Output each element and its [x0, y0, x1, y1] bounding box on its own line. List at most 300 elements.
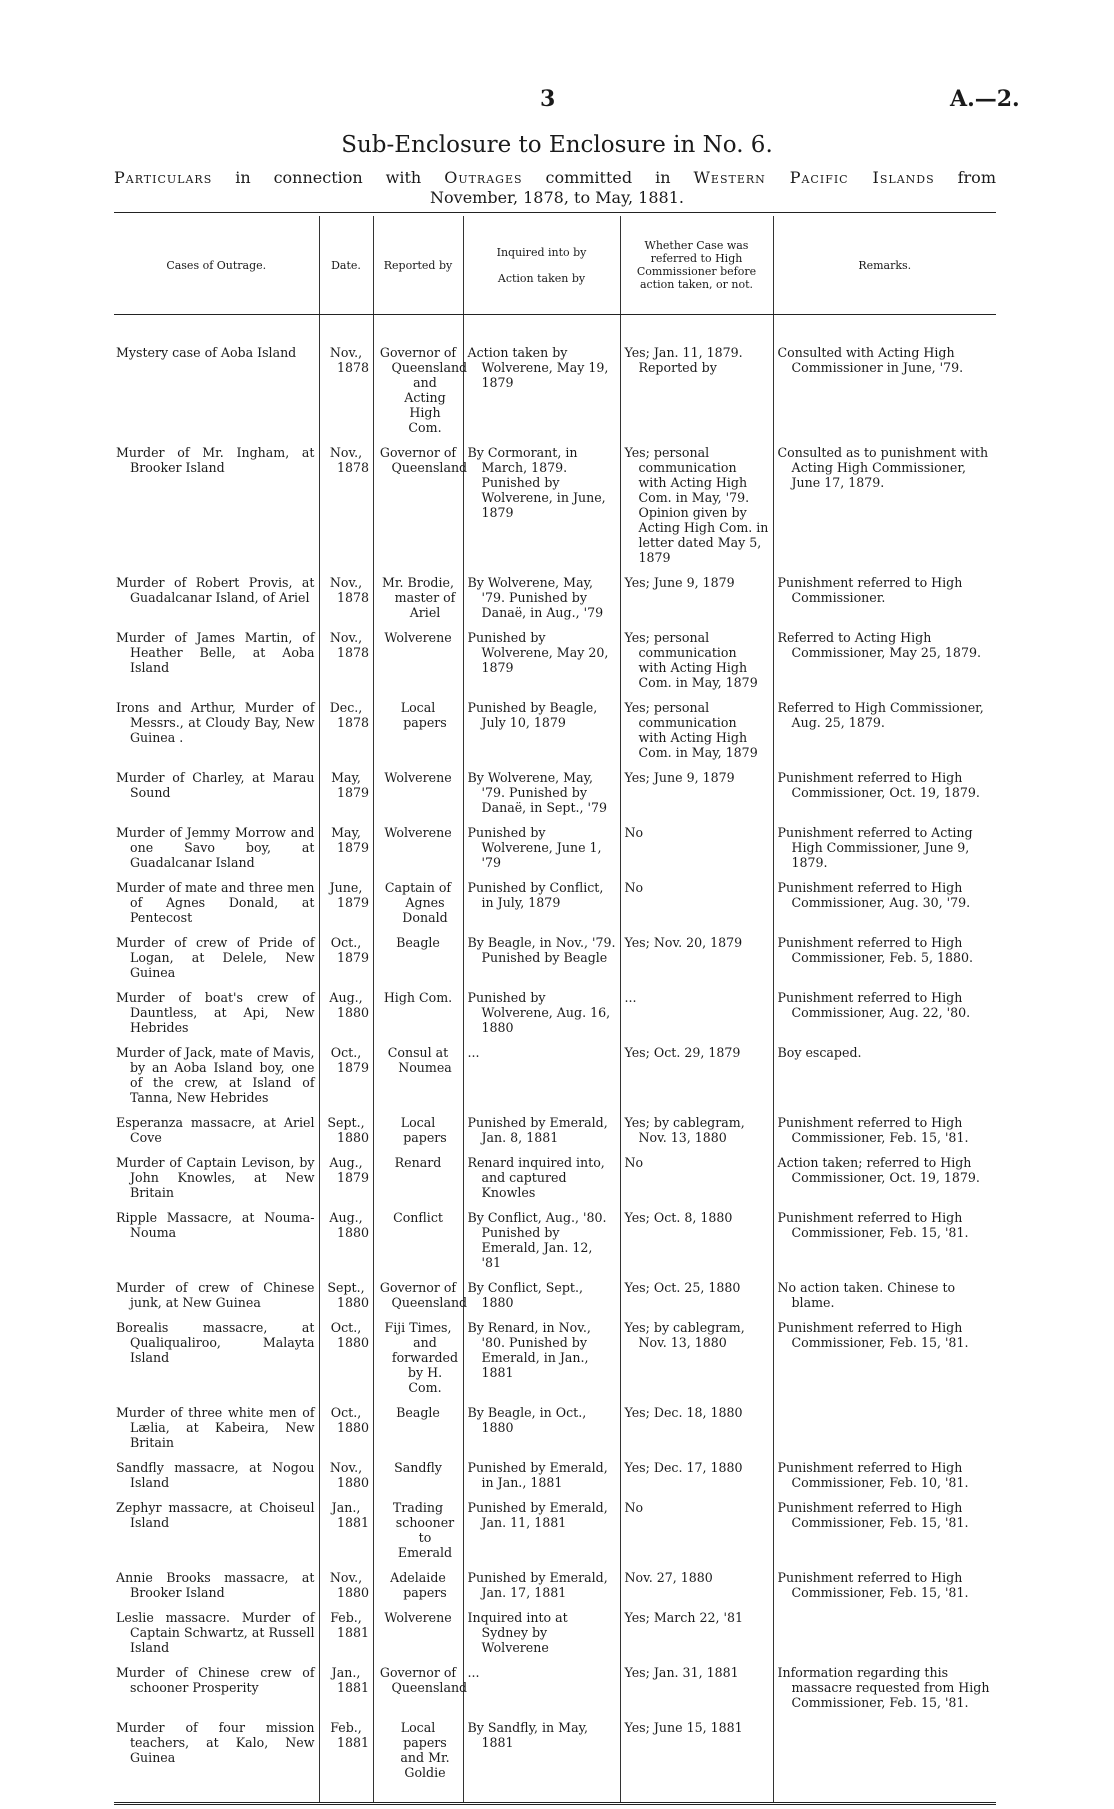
subtitle-part: in connection with: [235, 168, 422, 187]
cell-action-taken-text: Punished by Emerald, in Jan., 1881: [467, 1460, 608, 1490]
cell-reported-by-text: Wolverene: [384, 770, 452, 785]
subtitle-part: committed in: [545, 168, 671, 187]
cell-remarks-text: Information regarding this massacre requested from High Commissioner, Feb. 15, '81.: [777, 1665, 990, 1710]
cell-action-taken: [463, 630, 620, 700]
cell-action-taken: [463, 315, 620, 446]
cell-case: [114, 1155, 319, 1210]
cell-referred-text: Yes; personal communication with Acting High Com. in May, 1879: [624, 700, 758, 760]
table-row: [114, 1665, 996, 1720]
cell-referred-text: Yes; June 9, 1879: [624, 575, 735, 590]
cell-reported-by: [373, 1610, 463, 1665]
cell-remarks-text: Referred to Acting High Commissioner, May 25, 1879.: [777, 630, 981, 660]
cell-reported-by: [373, 1720, 463, 1802]
cell-case-text: Murder of Mr. Ingham, at Brooker Island: [116, 445, 315, 475]
cell-date-text: Oct., 1880: [330, 1405, 370, 1435]
cell-case: [114, 935, 319, 990]
cell-action-taken-text: Action taken by Wolverene, May 19, 1879: [467, 345, 609, 390]
cell-date: [319, 575, 373, 630]
table-row: [114, 825, 996, 880]
cell-reported-by: [373, 935, 463, 990]
cell-remarks-text: Consulted as to punishment with Acting High Commissioner, June 17, 1879.: [777, 445, 989, 490]
cell-date-text: Oct., 1879: [330, 935, 370, 965]
cell-remarks: [773, 1405, 996, 1460]
cell-case-text: Murder of Jack, mate of Mavis, by an Aoba Island boy, one of the crew, at Island of Tanna, New Hebrides: [116, 1045, 315, 1105]
cell-action-taken-text: ...: [467, 1045, 480, 1060]
cell-case: [114, 1720, 319, 1802]
cell-remarks-text: Punishment referred to High Commissioner, Feb. 15, '81.: [777, 1210, 969, 1240]
subtitle-date-range: November, 1878, to May, 1881.: [430, 188, 684, 207]
cell-reported-by-text: Wolverene: [384, 825, 452, 840]
subtitle-part: from: [957, 168, 996, 187]
cell-case: [114, 1500, 319, 1570]
cell-remarks: [773, 1155, 996, 1210]
cell-referred: [620, 880, 773, 935]
cell-case: [114, 1665, 319, 1720]
table-row: [114, 1500, 996, 1570]
cell-remarks-text: Punishment referred to High Commissioner, Aug. 22, '80.: [777, 990, 971, 1020]
cell-action-taken-text: Punished by Emerald, Jan. 17, 1881: [467, 1570, 608, 1600]
table-row: [114, 575, 996, 630]
cell-case: [114, 880, 319, 935]
cell-date: [319, 880, 373, 935]
table-header-row: [114, 216, 996, 315]
cell-case: [114, 315, 319, 446]
cell-remarks-text: Punishment referred to Acting High Commissioner, June 9, 1879.: [777, 825, 973, 870]
cell-date: [319, 315, 373, 446]
cell-reported-by-text: Local papers and Mr. Goldie: [400, 1720, 450, 1780]
cell-action-taken-text: Punished by Emerald, Jan. 11, 1881: [467, 1500, 608, 1530]
cell-referred: [620, 1210, 773, 1280]
cell-remarks: [773, 1500, 996, 1570]
cell-action-taken: [463, 825, 620, 880]
cell-action-taken: [463, 1500, 620, 1570]
cell-case-text: Murder of four mission teachers, at Kalo, New Guinea: [116, 1720, 315, 1765]
cell-date: [319, 1210, 373, 1280]
cell-case-text: Murder of boat's crew of Dauntless, at Api, New Hebrides: [116, 990, 315, 1035]
cell-remarks: [773, 700, 996, 770]
cell-date-text: Nov., 1880: [329, 1570, 370, 1600]
cell-remarks: [773, 315, 996, 446]
cell-date: [319, 1405, 373, 1460]
cell-case: [114, 1280, 319, 1320]
cell-date: [319, 1045, 373, 1115]
cell-remarks: [773, 1115, 996, 1155]
cell-reported-by: [373, 1665, 468, 1720]
cell-referred-text: Yes; June 15, 1881: [624, 1720, 743, 1735]
col-header-case: Cases of Outrage.: [114, 216, 319, 315]
cell-remarks-text: Referred to High Commissioner, Aug. 25, 1879.: [777, 700, 984, 730]
cell-action-taken-text: By Conflict, Sept., 1880: [467, 1280, 583, 1310]
cell-remarks: [773, 1320, 996, 1405]
cell-referred: [620, 1155, 773, 1210]
cell-referred-text: ...: [624, 990, 637, 1005]
cell-date-text: May, 1879: [331, 825, 370, 855]
col-header-whether: Whether Case was referred to High Commissioner before action taken, or not.: [620, 216, 773, 315]
cell-date-text: Aug., 1879: [329, 1155, 370, 1185]
cell-remarks: [773, 990, 996, 1045]
subtitle: [114, 168, 996, 188]
cell-action-taken: [463, 1155, 620, 1210]
cell-referred: [620, 1115, 773, 1155]
cell-date: [319, 700, 373, 770]
cell-case-text: Borealis massacre, at Qualiqualiroo, Malayta Island: [116, 1320, 315, 1365]
cell-case-text: Murder of James Martin, of Heather Belle, at Aoba Island: [116, 630, 315, 675]
cell-action-taken-text: By Beagle, in Nov., '79. Punished by Beagle: [467, 935, 616, 965]
cell-date: [319, 1460, 373, 1500]
cell-reported-by-text: Captain of Agnes Donald: [384, 880, 452, 925]
cell-referred: [620, 445, 773, 575]
cell-action-taken: [463, 1570, 620, 1610]
table-row: [114, 1280, 996, 1320]
cell-remarks-text: Action taken; referred to High Commissioner, Oct. 19, 1879.: [777, 1155, 980, 1185]
cell-referred-text: Yes; March 22, '81: [624, 1610, 743, 1625]
cell-reported-by-text: Governor of Queensland: [379, 1665, 468, 1695]
cell-action-taken-text: Punished by Beagle, July 10, 1879: [467, 700, 598, 730]
cell-remarks-text: Punishment referred to High Commissioner, Feb. 15, '81.: [777, 1500, 969, 1530]
cell-action-taken-text: ...: [467, 1665, 480, 1680]
cell-referred: [620, 1665, 773, 1720]
cell-reported-by: [373, 1570, 463, 1610]
cell-date-text: Jan., 1881: [331, 1500, 370, 1530]
cell-action-taken-text: By Cormorant, in March, 1879. Punished by Wolverene, in June, 1879: [467, 445, 606, 520]
cell-referred-text: Yes; Dec. 17, 1880: [624, 1460, 743, 1475]
cell-reported-by: [373, 1115, 463, 1155]
cell-referred-text: Yes; personal communication with Acting High Com. in May, '79. Opinion given by Acting High Com. in letter dated May 5, 1879: [624, 445, 769, 565]
cell-referred-text: Yes; June 9, 1879: [624, 770, 735, 785]
cell-remarks: [773, 935, 996, 990]
cell-action-taken-text: Punished by Emerald, Jan. 8, 1881: [467, 1115, 608, 1145]
cell-case-text: Murder of three white men of Lælia, at Kabeira, New Britain: [116, 1405, 315, 1450]
cell-case: [114, 630, 319, 700]
cell-reported-by-text: Adelaide papers: [390, 1570, 447, 1600]
cell-remarks-text: Punishment referred to High Commissioner, Feb. 10, '81.: [777, 1460, 969, 1490]
cell-referred: [620, 1405, 773, 1460]
cell-remarks-text: Punishment referred to High Commissioner, Oct. 19, 1879.: [777, 770, 980, 800]
cell-case-text: Murder of Robert Provis, at Guadalcanar Island, of Ariel: [116, 575, 315, 605]
cell-action-taken-text: By Renard, in Nov., '80. Punished by Emerald, in Jan., 1881: [467, 1320, 591, 1380]
cell-date: [319, 1155, 373, 1210]
cell-remarks: [773, 445, 996, 575]
cell-remarks: [773, 1610, 996, 1665]
table-row: [114, 990, 996, 1045]
table-row: [114, 1045, 996, 1115]
page-number: 3: [540, 86, 556, 112]
cell-date: [319, 1115, 373, 1155]
cell-reported-by-text: Governor of Queensland: [379, 445, 468, 475]
cell-remarks-text: Punishment referred to High Commissioner, Feb. 15, '81.: [777, 1320, 969, 1350]
cell-date: [319, 1720, 373, 1802]
cell-date-text: Nov., 1880: [329, 1460, 370, 1490]
cell-reported-by: [373, 630, 463, 700]
cell-case: [114, 1115, 319, 1155]
cell-action-taken-text: By Beagle, in Oct., 1880: [467, 1405, 587, 1435]
cell-reported-by-text: Local papers: [400, 1115, 447, 1145]
cell-reported-by-text: Governor of Queensland: [379, 1280, 468, 1310]
cell-case: [114, 1045, 319, 1115]
cell-reported-by-text: Wolverene: [384, 630, 452, 645]
cell-referred-text: No: [624, 880, 644, 895]
cell-action-taken: [463, 1045, 620, 1115]
subtitle-part: Western Pacific Islands: [693, 168, 935, 187]
cell-remarks: [773, 825, 996, 880]
subtitle-part: Particulars: [114, 168, 213, 187]
cell-date: [319, 1610, 373, 1665]
cell-date: [319, 1570, 373, 1610]
document-code: A.—2.: [950, 86, 1020, 112]
cell-case-text: Murder of Captain Levison, by John Knowles, at New Britain: [116, 1155, 315, 1200]
cell-remarks: [773, 770, 996, 825]
cell-case-text: Mystery case of Aoba Island: [116, 345, 297, 360]
cell-case-text: Ripple Massacre, at Nouma-Nouma: [116, 1210, 315, 1240]
cell-remarks: [773, 1665, 996, 1720]
cell-reported-by: [373, 825, 463, 880]
cell-date-text: Nov., 1878: [329, 445, 370, 475]
cell-action-taken: [463, 880, 620, 935]
cell-reported-by-text: High Com.: [383, 990, 453, 1005]
cell-case-text: Murder of Jemmy Morrow and one Savo boy, at Guadalcanar Island: [116, 825, 315, 870]
col-header-date: Date.: [319, 216, 373, 315]
cell-date: [319, 1320, 373, 1405]
cell-reported-by-text: Wolverene: [384, 1610, 452, 1625]
cell-case-text: Murder of Chinese crew of schooner Prosperity: [116, 1665, 315, 1695]
cell-remarks: [773, 1045, 996, 1115]
cell-date-text: Nov., 1878: [329, 575, 370, 605]
cell-referred-text: Yes; Oct. 8, 1880: [624, 1210, 733, 1225]
cell-referred-text: Yes; Dec. 18, 1880: [624, 1405, 743, 1420]
table-row: [114, 770, 996, 825]
cell-remarks-text: Punishment referred to High Commissioner, Feb. 5, 1880.: [777, 935, 974, 965]
cell-case: [114, 575, 319, 630]
cell-reported-by: [373, 445, 468, 575]
cell-remarks-text: Consulted with Acting High Commissioner in June, '79.: [777, 345, 964, 375]
cell-case-text: Esperanza massacre, at Ariel Cove: [116, 1115, 315, 1145]
cell-reported-by-text: Trading schooner to Emerald: [392, 1500, 455, 1560]
cell-referred-text: No: [624, 1155, 644, 1170]
cell-case: [114, 445, 319, 575]
cell-case-text: Murder of mate and three men of Agnes Donald, at Pentecost: [116, 880, 315, 925]
cell-remarks: [773, 1720, 996, 1802]
cell-reported-by-text: Governor of Queensland and Acting High Com.: [379, 345, 468, 435]
cell-action-taken-text: Punished by Conflict, in July, 1879: [467, 880, 604, 910]
cell-action-taken-text: Punished by Wolverene, May 20, 1879: [467, 630, 609, 675]
col-header-reported: Reported by: [373, 216, 463, 315]
cell-reported-by-text: Beagle: [396, 935, 440, 950]
cell-reported-by: [373, 770, 463, 825]
cell-date-text: Feb., 1881: [330, 1610, 370, 1640]
table-body: [114, 315, 996, 1803]
cell-date-text: Oct., 1879: [330, 1045, 370, 1075]
cell-action-taken-text: Punished by Wolverene, Aug. 16, 1880: [467, 990, 611, 1035]
cell-date-text: Oct., 1880: [330, 1320, 370, 1350]
cell-case-text: Murder of crew of Chinese junk, at New Guinea: [116, 1280, 315, 1310]
cell-remarks: [773, 630, 996, 700]
cell-action-taken-text: By Wolverene, May, '79. Punished by Danaë, in Sept., '79: [467, 770, 608, 815]
col-header-inquired: Inquired into by Action taken by: [463, 216, 620, 315]
cell-referred: [620, 1570, 773, 1610]
table-row: [114, 1460, 996, 1500]
cell-action-taken-text: By Sandfly, in May, 1881: [467, 1720, 589, 1750]
cell-action-taken: [463, 1460, 620, 1500]
cell-reported-by: [373, 1280, 468, 1320]
cell-date: [319, 935, 373, 990]
cell-remarks-text: No action taken. Chinese to blame.: [777, 1280, 956, 1310]
cell-referred: [620, 1320, 773, 1405]
subtitle-part: Outrages: [444, 168, 523, 187]
cell-referred-text: Yes; Oct. 25, 1880: [624, 1280, 741, 1295]
cell-remarks-text: Boy escaped.: [777, 1045, 862, 1060]
table-row: [114, 1610, 996, 1665]
cell-action-taken: [463, 1405, 620, 1460]
cell-action-taken: [463, 770, 620, 825]
cell-case-text: Annie Brooks massacre, at Brooker Island: [116, 1570, 315, 1600]
cell-referred-text: Yes; Oct. 29, 1879: [624, 1045, 741, 1060]
cell-date: [319, 630, 373, 700]
cell-date-text: Aug., 1880: [329, 1210, 370, 1240]
cell-date-text: Feb., 1881: [330, 1720, 370, 1750]
table-row: [114, 1405, 996, 1460]
cell-reported-by: [373, 1320, 463, 1405]
table-row: [114, 315, 996, 446]
cell-referred-text: Yes; by cablegram, Nov. 13, 1880: [624, 1115, 745, 1145]
cell-date-text: Nov., 1878: [329, 630, 370, 660]
cell-reported-by: [373, 315, 468, 446]
cell-reported-by-text: Conflict: [393, 1210, 443, 1225]
cell-referred: [620, 315, 773, 446]
cell-referred-text: Yes; personal communication with Acting High Com. in May, 1879: [624, 630, 758, 690]
outrages-table: [114, 216, 996, 1802]
outrages-table-wrapper: [114, 216, 996, 1805]
cell-action-taken: [463, 990, 620, 1045]
cell-reported-by-text: Renard: [394, 1155, 442, 1170]
cell-action-taken: [463, 700, 620, 770]
cell-referred: [620, 1500, 773, 1570]
cell-case: [114, 700, 319, 770]
cell-action-taken: [463, 1610, 620, 1665]
page-title: Sub-Enclosure to Enclosure in No. 6.: [341, 132, 773, 158]
cell-reported-by: [373, 880, 463, 935]
cell-reported-by: [373, 1460, 463, 1500]
cell-referred-text: Yes; Jan. 31, 1881: [624, 1665, 739, 1680]
table-row: [114, 1570, 996, 1610]
cell-action-taken: [463, 1210, 620, 1280]
cell-reported-by: [373, 1500, 463, 1570]
cell-date: [319, 1665, 373, 1720]
cell-case: [114, 1210, 319, 1280]
cell-action-taken-text: By Conflict, Aug., '80. Punished by Emerald, Jan. 12, '81: [467, 1210, 607, 1270]
cell-remarks-text: Punishment referred to High Commissioner, Feb. 15, '81.: [777, 1570, 969, 1600]
table-row: [114, 445, 996, 575]
cell-date-text: Nov., 1878: [329, 345, 370, 375]
table-row: [114, 630, 996, 700]
cell-action-taken: [463, 1320, 620, 1405]
cell-date: [319, 1280, 373, 1320]
table-row: [114, 1320, 996, 1405]
cell-case: [114, 990, 319, 1045]
bottom-rule: [114, 1802, 996, 1805]
cell-case: [114, 1460, 319, 1500]
cell-date: [319, 825, 373, 880]
cell-reported-by: [373, 575, 463, 630]
cell-action-taken: [463, 1280, 620, 1320]
cell-date: [319, 770, 373, 825]
cell-referred: [620, 990, 773, 1045]
cell-case-text: Leslie massacre. Murder of Captain Schwartz, at Russell Island: [116, 1610, 315, 1655]
cell-action-taken-text: Punished by Wolverene, June 1, '79: [467, 825, 602, 870]
cell-date-text: Dec., 1878: [329, 700, 370, 730]
col-header-remarks: Remarks.: [773, 216, 996, 315]
cell-case: [114, 1320, 319, 1405]
cell-case: [114, 1405, 319, 1460]
cell-action-taken-text: Renard inquired into, and captured Knowles: [467, 1155, 605, 1200]
cell-reported-by: [373, 1210, 463, 1280]
cell-referred: [620, 825, 773, 880]
cell-reported-by-text: Fiji Times, and forwarded by H. Com.: [384, 1320, 459, 1395]
cell-case-text: Irons and Arthur, Murder of Messrs., at Cloudy Bay, New Guinea .: [116, 700, 315, 745]
cell-date: [319, 1500, 373, 1570]
cell-date: [319, 445, 373, 575]
cell-date: [319, 990, 373, 1045]
cell-remarks-text: Punishment referred to High Commissioner, Feb. 15, '81.: [777, 1115, 969, 1145]
cell-referred-text: No: [624, 825, 644, 840]
cell-reported-by-text: Sandfly: [394, 1460, 442, 1475]
cell-referred: [620, 575, 773, 630]
cell-remarks: [773, 1280, 996, 1320]
cell-referred: [620, 1460, 773, 1500]
cell-action-taken: [463, 1720, 620, 1802]
cell-action-taken-text: By Wolverene, May, '79. Punished by Danaë, in Aug., '79: [467, 575, 604, 620]
cell-referred-text: Yes; by cablegram, Nov. 13, 1880: [624, 1320, 745, 1350]
table-row: [114, 1155, 996, 1210]
cell-referred: [620, 1720, 773, 1802]
table-row: [114, 1210, 996, 1280]
cell-referred: [620, 1280, 773, 1320]
cell-remarks: [773, 575, 996, 630]
cell-date-text: May, 1879: [331, 770, 370, 800]
cell-reported-by: [373, 1155, 463, 1210]
cell-action-taken: [463, 445, 620, 575]
cell-reported-by-text: Consul at Noumea: [387, 1045, 452, 1075]
table-row: [114, 935, 996, 990]
cell-case-text: Murder of crew of Pride of Logan, at Delele, New Guinea: [116, 935, 315, 980]
table-row: [114, 700, 996, 770]
cell-remarks: [773, 880, 996, 935]
cell-action-taken: [463, 575, 620, 630]
cell-remarks-text: Punishment referred to High Commissioner.: [777, 575, 963, 605]
cell-action-taken: [463, 935, 620, 990]
table-row: [114, 880, 996, 935]
cell-referred: [620, 1610, 773, 1665]
cell-case-text: Zephyr massacre, at Choiseul Island: [116, 1500, 315, 1530]
cell-date-text: Sept., 1880: [327, 1115, 370, 1145]
cell-remarks: [773, 1570, 996, 1610]
cell-case-text: Sandfly massacre, at Nogou Island: [116, 1460, 315, 1490]
cell-action-taken: [463, 1115, 620, 1155]
cell-referred: [620, 700, 773, 770]
cell-reported-by: [373, 1405, 463, 1460]
cell-referred-text: Yes; Nov. 20, 1879: [624, 935, 743, 950]
table-row: [114, 1720, 996, 1802]
cell-referred-text: No: [624, 1500, 644, 1515]
cell-case-text: Murder of Charley, at Marau Sound: [116, 770, 315, 800]
table-row: [114, 1115, 996, 1155]
cell-referred: [620, 630, 773, 700]
cell-case: [114, 1570, 319, 1610]
cell-reported-by: [373, 990, 463, 1045]
cell-referred: [620, 770, 773, 825]
cell-action-taken: [463, 1665, 620, 1720]
top-rule: [114, 212, 996, 213]
cell-remarks-text: Punishment referred to High Commissioner, Aug. 30, '79.: [777, 880, 971, 910]
